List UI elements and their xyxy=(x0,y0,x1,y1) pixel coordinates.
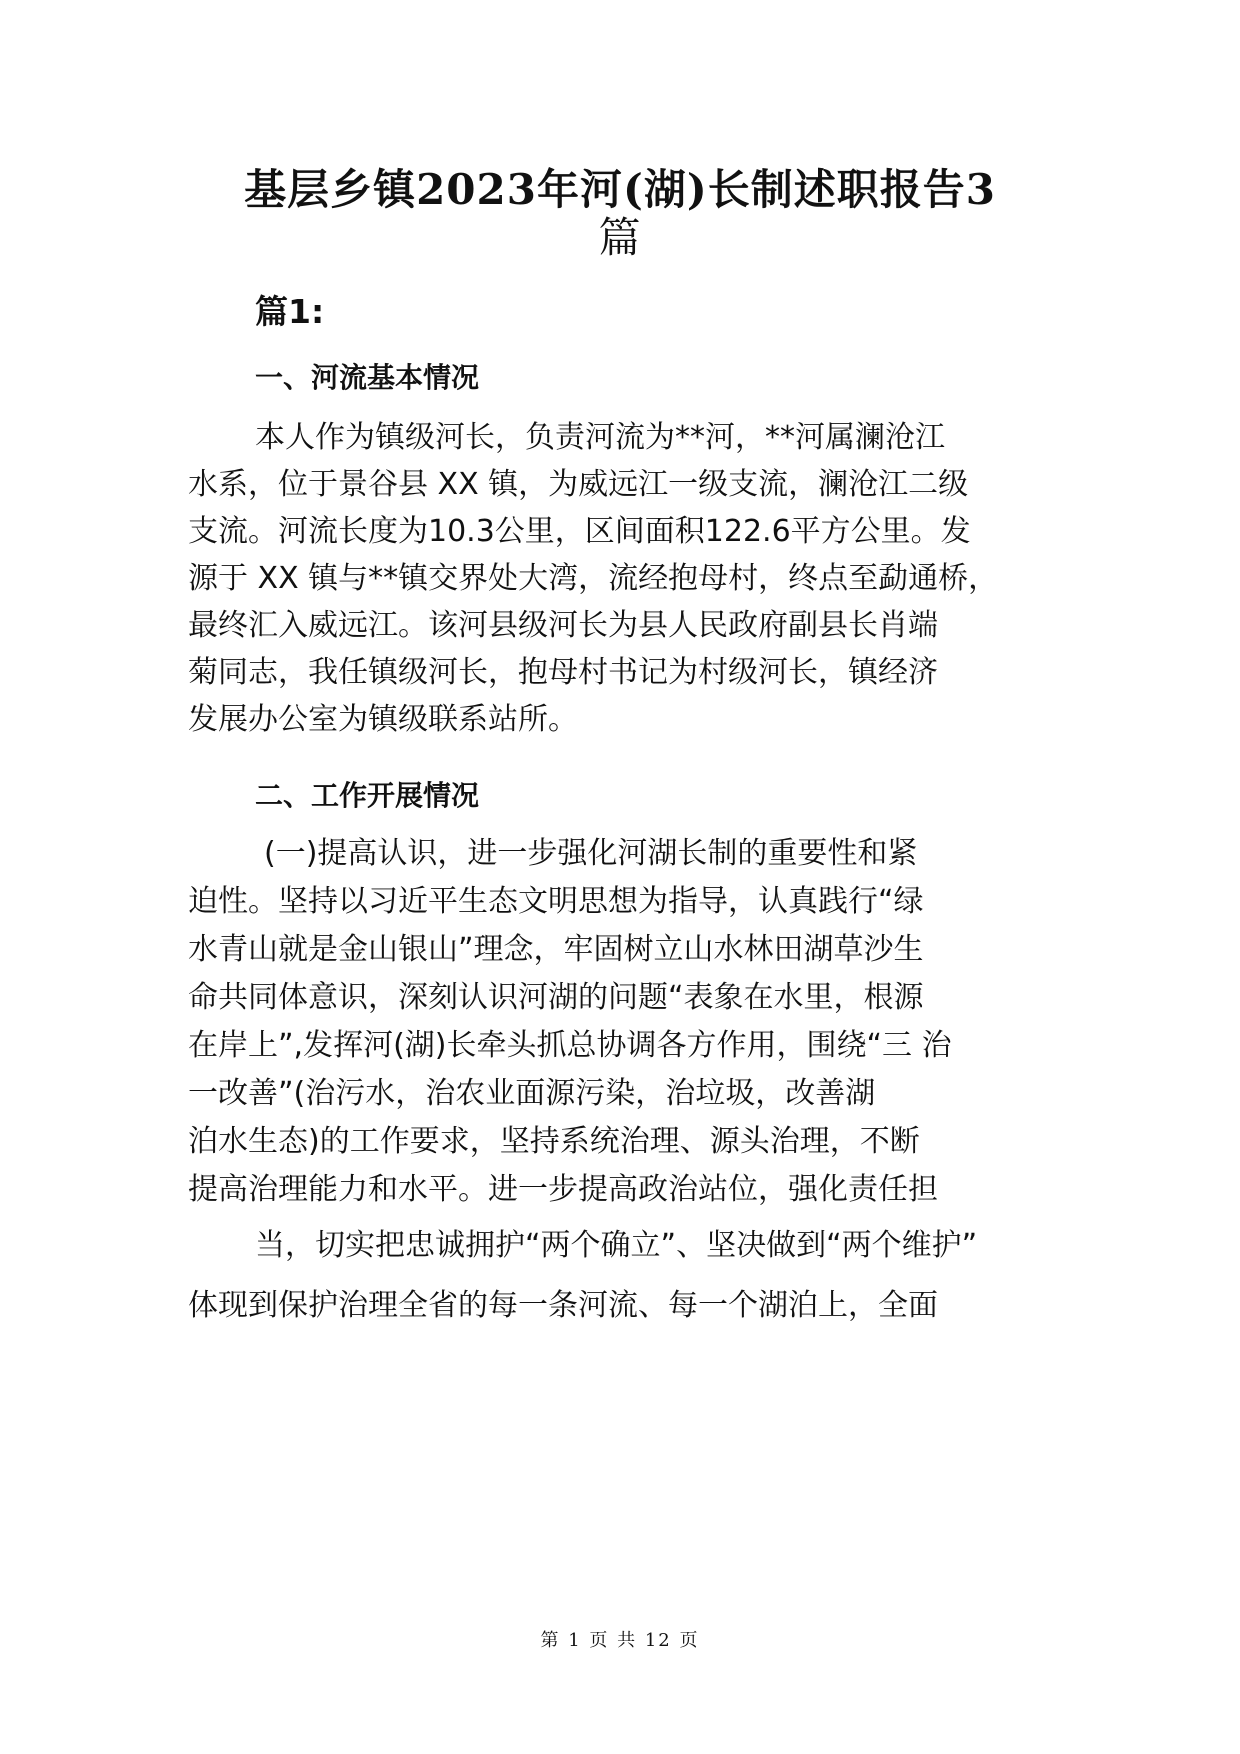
paragraph-1-line: 水系，位于景谷县 XX 镇，为威远江一级支流，澜沧江二级 xyxy=(188,467,969,502)
paragraph-2-line: 体现到保护治理全省的每一条河流、每一个湖泊上，全面 xyxy=(188,1288,938,1323)
paragraph-2-line: 一改善”(治污水，治农业面源污染，治垃圾，改善湖 xyxy=(188,1076,876,1111)
paragraph-1-line: 本人作为镇级河长，负责河流为**河，**河属澜沧江 xyxy=(255,420,945,455)
paragraph-2-line: 泊水生态)的工作要求，坚持系统治理、源头治理，不断 xyxy=(188,1124,920,1159)
paragraph-2-line: 水青山就是金山银山”理念，牢固树立山水林田湖草沙生 xyxy=(188,932,924,967)
title-line-2: 篇 xyxy=(598,213,642,262)
paragraph-2-line: 在岸上”,发挥河(湖)长牵头抓总协调各方作用，围绕“三 治 xyxy=(188,1028,952,1063)
section-heading-1: 一、河流基本情况 xyxy=(255,361,480,394)
page-footer: 第 1 页 共 12 页 xyxy=(540,1630,700,1651)
paragraph-2-line: 命共同体意识，深刻认识河湖的问题“表象在水里，根源 xyxy=(188,980,924,1015)
paragraph-1-line: 源于 XX 镇与**镇交界处大湾，流经抱母村，终点至勐通桥， xyxy=(188,561,999,596)
section-heading-2: 二、工作开展情况 xyxy=(255,779,480,812)
document-title xyxy=(180,165,1060,262)
paragraph-1-line: 菊同志，我任镇级河长，抱母村书记为村级河长，镇经济 xyxy=(188,655,938,690)
paragraph-2-line: 当，切实把忠诚拥护“两个确立”、坚决做到“两个维护” xyxy=(255,1228,978,1263)
paragraph-1-line: 发展办公室为镇级联系站所。 xyxy=(188,702,578,737)
title-line-1: 基层乡镇2023年河(湖)长制述职报告3 xyxy=(244,165,996,214)
paragraph-1-line: 最终汇入威远江。该河县级河长为县人民政府副县长肖端 xyxy=(188,608,938,643)
paragraph-1-line: 支流。河流长度为10.3公里，区间面积122.6平方公里。发 xyxy=(188,514,971,549)
part-heading: 篇1: xyxy=(255,292,325,331)
paragraph-2-line: (一)提高认识，进一步强化河湖长制的重要性和紧 xyxy=(264,836,918,871)
paragraph-2-line: 提高治理能力和水平。进一步提高政治站位，强化责任担 xyxy=(188,1172,938,1207)
paragraph-2-line: 迫性。坚持以习近平生态文明思想为指导，认真践行“绿 xyxy=(188,884,924,919)
